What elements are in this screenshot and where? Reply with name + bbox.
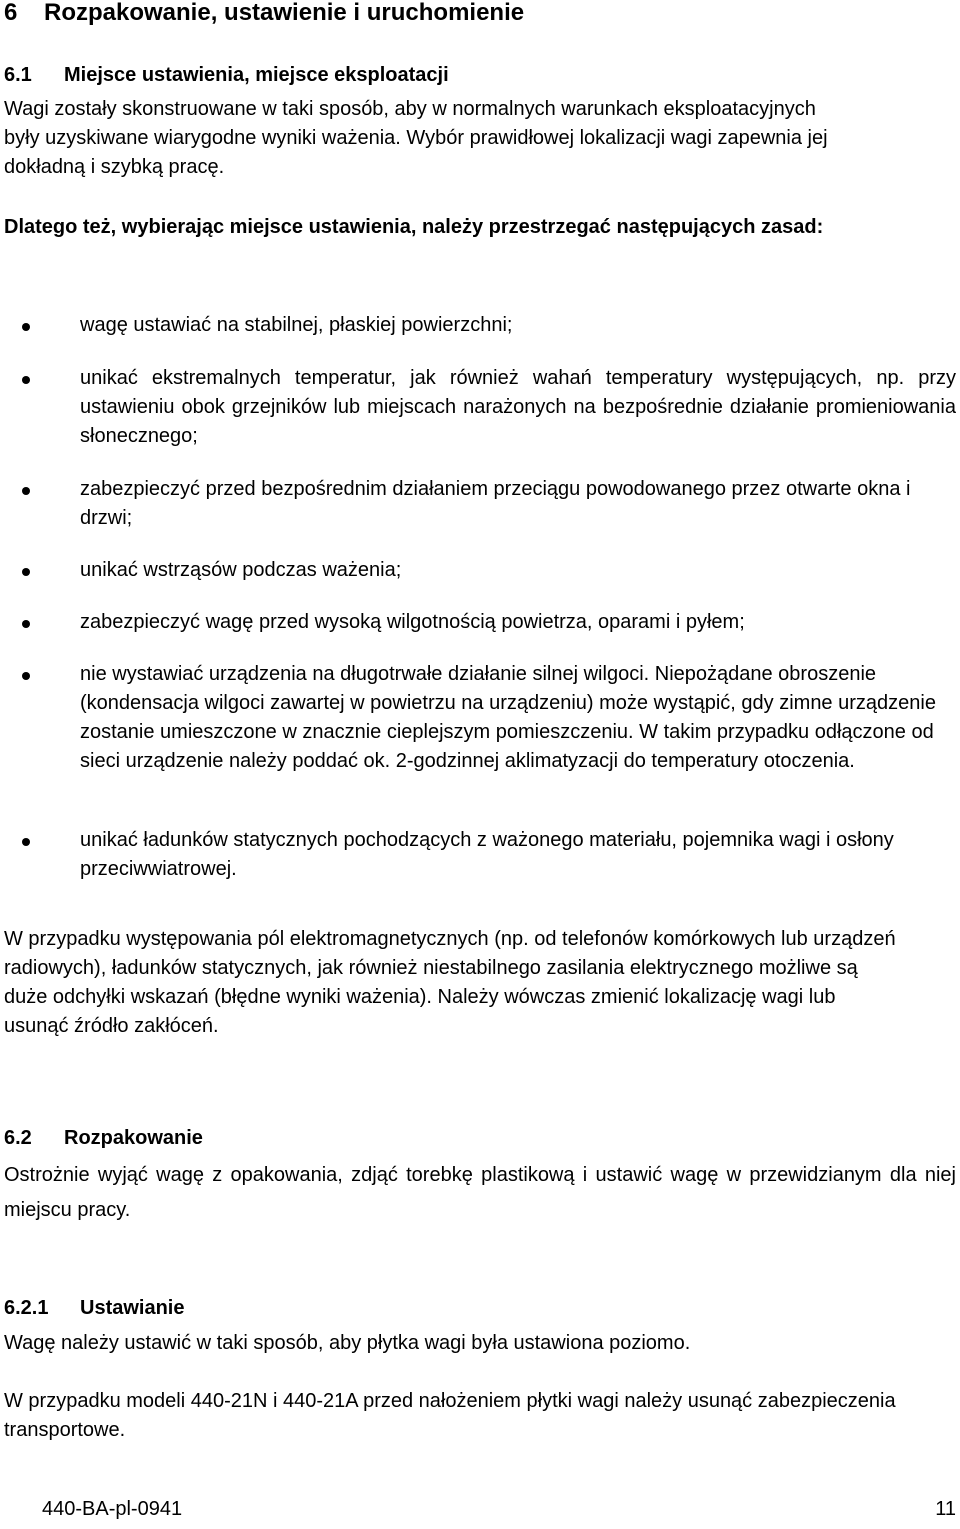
section-6-2-title: Rozpakowanie xyxy=(64,1127,203,1149)
rules-heading: Dlatego też, wybierając miejsce ustawienia, należy przestrzegać następujących zasad: xyxy=(4,216,824,238)
section-6-1-title: Miejsce ustawienia, miejsce eksploatacji xyxy=(64,64,449,86)
section-6-1-heading xyxy=(4,62,449,88)
rule-text: wagę ustawiać na stabilnej, płaskiej powierzchni; xyxy=(80,314,513,336)
interference-note: W przypadku występowania pól elektromagnetycznych (np. od telefonów komórkowych lub urządzeń radiowych), ładunków statycznych, jak również niestabilnego zasilania elektrycznego możliwe są duże odchyłki wskazań (błędne wyniki ważenia). Należy wówczas zmienić lokalizację wagi lub usunąć źródło zakłóceń. xyxy=(4,928,896,1037)
bullet-icon xyxy=(22,487,30,495)
footer-page-number: 11 xyxy=(935,1498,956,1520)
rule-text: zabezpieczyć przed bezpośrednim działaniem przeciągu powodowanego przez otwarte okna i drzwi; xyxy=(80,478,911,529)
bullet-icon xyxy=(22,672,30,680)
section-6-1-intro: Wagi zostały skonstruowane w taki sposób, aby w normalnych warunkach eksploatacyjnych były uzyskiwane wiarygodne wyniki ważenia. Wybór prawidłowej lokalizacji wagi zapewnia jej dokładną i szybką pracę. xyxy=(4,98,828,178)
section-6-2-1-heading xyxy=(4,1295,184,1321)
rule-text: zabezpieczyć wagę przed wysoką wilgotnością powietrza, oparami i pyłem; xyxy=(80,611,745,633)
rule-text: unikać wstrząsów podczas ważenia; xyxy=(80,559,402,581)
bullet-icon xyxy=(22,323,30,331)
section-6-2-1-title: Ustawianie xyxy=(80,1297,185,1319)
section-6-2-1-text-2: W przypadku modeli 440-21N i 440-21A przed nałożeniem płytki wagi należy usunąć zabezpieczenia transportowe. xyxy=(4,1390,896,1441)
section-6-2-number: 6.2 xyxy=(4,1127,32,1149)
rule-text: unikać ładunków statycznych pochodzących z ważonego materiału, pojemnika wagi i osłony przeciwwiatrowej. xyxy=(80,829,894,880)
footer-doc-id: 440-BA-pl-0941 xyxy=(42,1498,183,1520)
bullet-icon xyxy=(22,838,30,846)
section-6-2-heading xyxy=(4,1125,203,1151)
bullet-icon xyxy=(22,376,30,384)
chapter-heading xyxy=(4,0,524,28)
bullet-icon xyxy=(22,620,30,628)
chapter-number: 6 xyxy=(4,0,18,26)
section-6-2-1-number: 6.2.1 xyxy=(4,1297,49,1319)
rule-text: unikać ekstremalnych temperatur, jak również wahań temperatury występujących, np. przy ustawieniu obok grzejników lub miejscach narażonych na bezpośrednie działanie promieniowania słonecznego; xyxy=(80,367,956,447)
section-6-1-number: 6.1 xyxy=(4,64,32,86)
section-6-2-1-text-1: Wagę należy ustawić w taki sposób, aby płytka wagi była ustawiona poziomo. xyxy=(4,1332,691,1354)
chapter-title: Rozpakowanie, ustawienie i uruchomienie xyxy=(44,0,525,26)
section-6-2-text: Ostrożnie wyjąć wagę z opakowania, zdjąć torebkę plastikową i ustawić wagę w przewidzianym dla niej miejscu pracy. xyxy=(4,1164,956,1221)
bullet-icon xyxy=(22,568,30,576)
rule-text: nie wystawiać urządzenia na długotrwałe działanie silnej wilgoci. Niepożądane obroszenie (kondensacja wilgoci zawartej w powietrzu na urządzeniu) może wystąpić, gdy zimne urządzenie zostanie umieszczone w znacznie cieplejszym pomieszczeniu. W takim przypadku odłączone od sieci urządzenie należy poddać ok. 2-godzinnej aklimatyzacji do temperatury otoczenia. xyxy=(80,663,936,772)
